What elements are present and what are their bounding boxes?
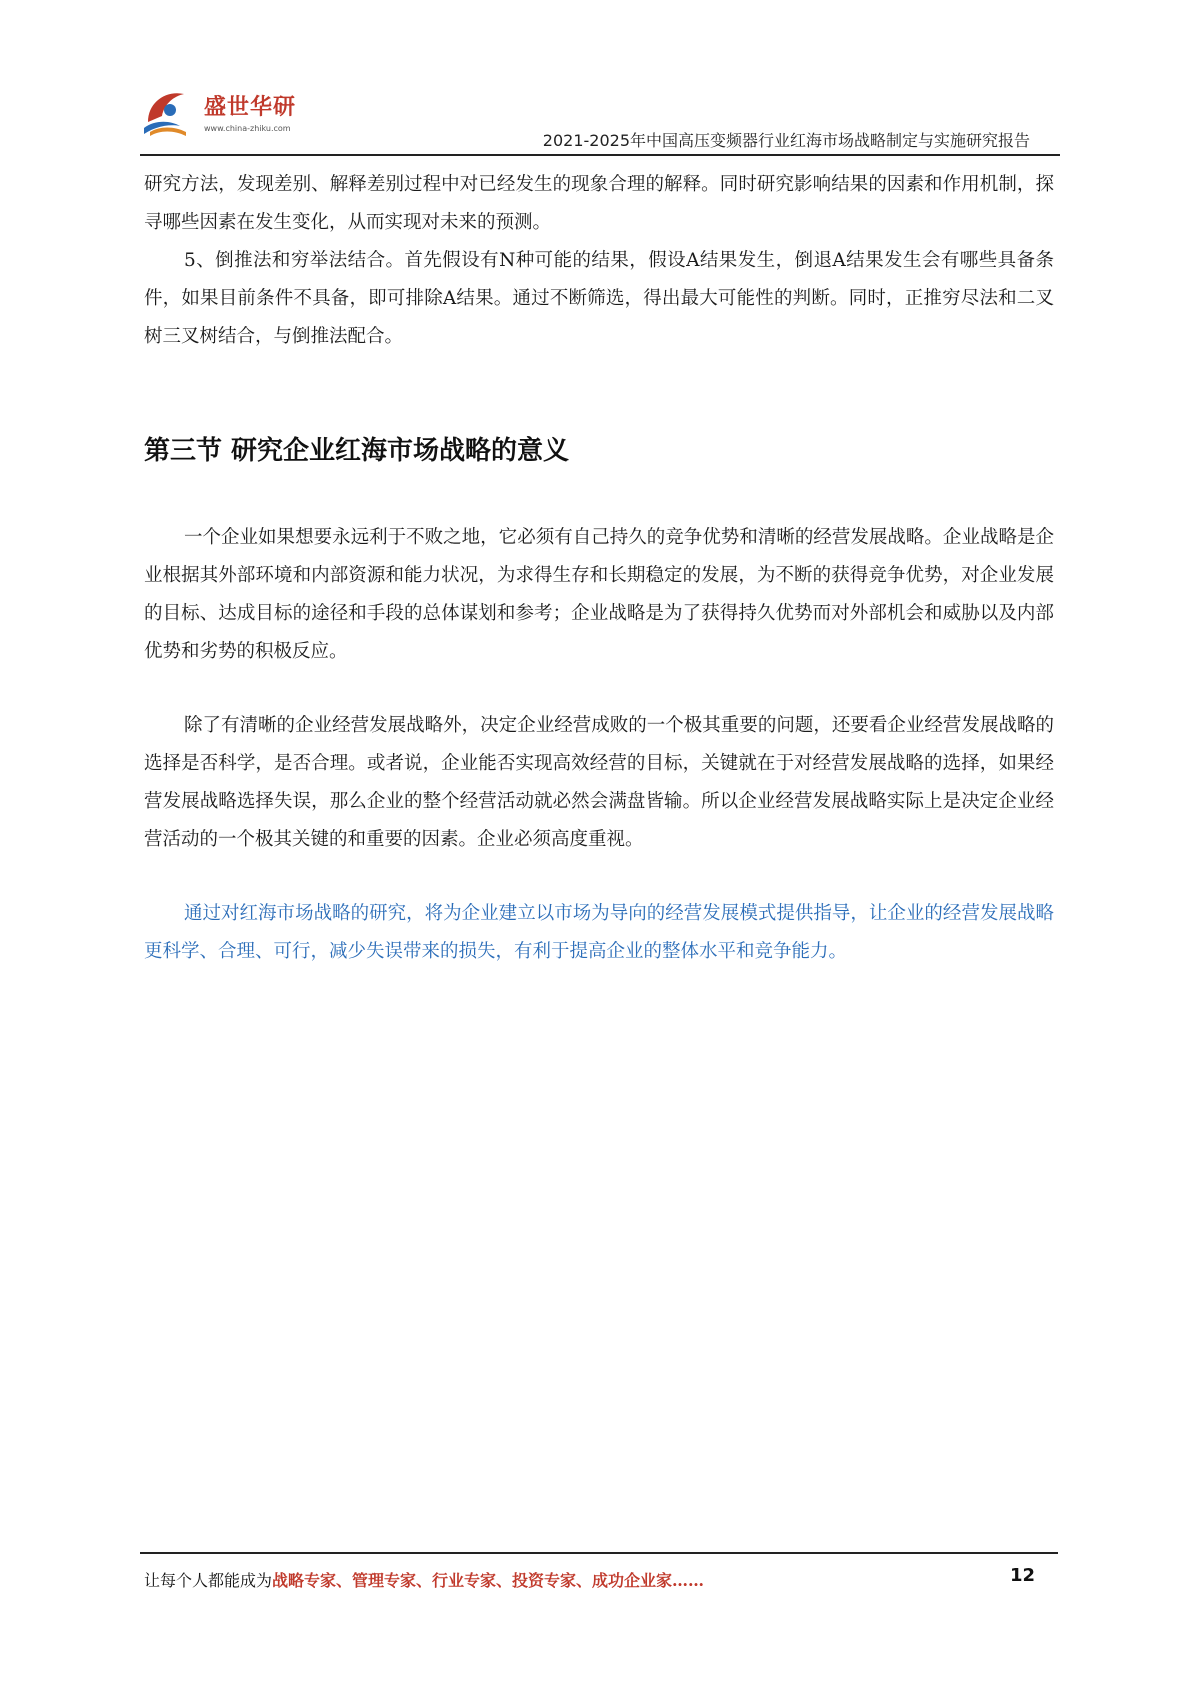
footer-slogan bbox=[144, 1568, 704, 1591]
logo-name: 盛世华研 bbox=[204, 95, 297, 120]
paragraph-strategy-definition: 一个企业如果想要永远利于不败之地，它必须有自己持久的竞争优势和清晰的经营发展战略。企业战略是企业根据其外部环境和内部资源和能力状况，为求得生存和长期稳定的发展，为不断的获得竞争优势，对企业发展的目标、达成目标的途径和手段的总体谋划和参考；企业战略是为了获得持久优势而对外部机会和威胁以及内部优势和劣势的积极反应。 bbox=[144, 527, 1054, 662]
footer-slogan-lead: 让每个人都能成为 bbox=[144, 1571, 273, 1590]
header-divider bbox=[140, 154, 1060, 156]
page-header bbox=[140, 80, 1060, 152]
report-title: 2021-2025年中国高压变频器行业红海市场战略制定与实施研究报告 bbox=[542, 131, 1030, 150]
company-logo bbox=[140, 80, 310, 146]
section-heading: 第三节 研究企业红海市场战略的意义 bbox=[144, 436, 570, 466]
footer-slogan-accent: 战略专家、管理专家、行业专家、投资专家、成功企业家…… bbox=[272, 1571, 705, 1590]
footer-divider bbox=[140, 1552, 1058, 1554]
page-number: 12 bbox=[1010, 1565, 1036, 1586]
paragraph-method-5: 5、倒推法和穷举法结合。首先假设有N种可能的结果，假设A结果发生，倒退A结果发生会有哪些具备条件，如果目前条件不具备，即可排除A结果。通过不断筛选，得出最大可能性的判断。同时，正推穷尽法和二叉树三叉树结合，与倒推法配合。 bbox=[144, 250, 1054, 347]
paragraph-strategy-choice: 除了有清晰的企业经营发展战略外，决定企业经营成败的一个极其重要的问题，还要看企业经营发展战略的选择是否科学，是否合理。或者说，企业能否实现高效经营的目标，关键就在于对经营发展战略的选择，如果经营发展战略选择失误，那么企业的整个经营活动就必然会满盘皆输。所以企业经营发展战略实际上是决定企业经营活动的一个极其关键的和重要的因素。企业必须高度重视。 bbox=[144, 715, 1054, 850]
page-content bbox=[144, 166, 1054, 971]
logo-emblem-icon bbox=[140, 84, 202, 142]
paragraph-research-significance: 通过对红海市场战略的研究，将为企业建立以市场为导向的经营发展模式提供指导，让企业的经营发展战略更科学、合理、可行，减少失误带来的损失，有利于提高企业的整体水平和竞争能力。 bbox=[144, 903, 1054, 962]
paragraph-continuation: 研究方法，发现差别、解释差别过程中对已经发生的现象合理的解释。同时研究影响结果的因素和作用机制，探寻哪些因素在发生变化，从而实现对未来的预测。 bbox=[144, 174, 1054, 233]
logo-url: www.china-zhiku.com bbox=[204, 124, 291, 133]
